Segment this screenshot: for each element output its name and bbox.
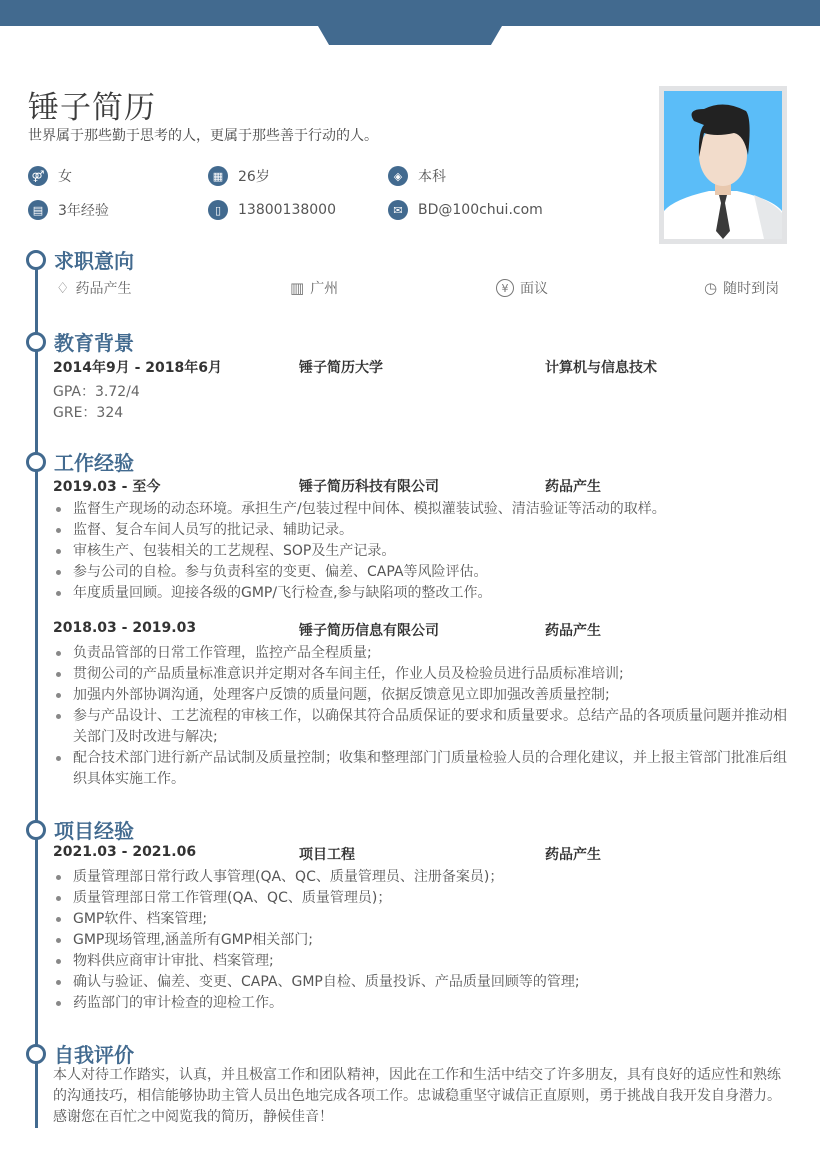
top-banner-tab	[318, 26, 502, 45]
phone-icon: ▯	[208, 200, 228, 220]
list-item: 审核生产、包装相关的工艺规程、SOP及生产记录。	[53, 541, 793, 562]
list-item: 加强内外部协调沟通，处理客户反馈的质量问题，依据反馈意见立即加强改善质量控制;	[53, 685, 793, 706]
education-gpa: GPA：3.72/4	[53, 384, 140, 400]
building-icon: ▥	[290, 279, 305, 297]
list-item: GMP软件、档案管理;	[53, 909, 793, 930]
section-education	[26, 327, 134, 356]
education-major: 计算机与信息技术	[545, 360, 657, 376]
gender-icon: ⚤	[28, 166, 48, 186]
section-work	[26, 447, 134, 476]
graduation-cap-icon: ◈	[388, 166, 408, 186]
timeline-dot	[26, 332, 46, 352]
timeline-dot	[26, 1044, 46, 1064]
avatar-illustration	[664, 91, 782, 239]
list-item: GMP现场管理,涵盖所有GMP相关部门;	[53, 930, 793, 951]
list-item: 负责品管部的日常工作管理，监控产品全程质量;	[53, 643, 793, 664]
work-1-duties	[53, 499, 793, 604]
intent-position-value: 药品产生	[75, 281, 132, 297]
list-item: 参与产品设计、工艺流程的审核工作，以确保其符合品质保证的要求和质量要求。总结产品的各项质量问题并推动相关部门及时改进与解决;	[53, 706, 793, 748]
email-value[interactable]: BD@100chui.com	[418, 202, 543, 218]
self-evaluation-text: 本人对待工作踏实，认真，并且极富工作和团队精神，因此在工作和生活中结交了许多朋友，具有良好的适应性和熟练的沟通技巧，相信能够协助主管人员出色地完成各项工作。忠诚稳重坚守诚信正直原则，勇于挑战自我开发自身潜力。感谢您在百忙之中阅览我的简历，静候佳音！	[53, 1067, 781, 1125]
list-item: 参与公司的自检。参与负责科室的变更、偏差、CAPA等风险评估。	[53, 562, 793, 583]
top-banner	[0, 0, 820, 26]
degree-value: 本科	[418, 169, 446, 185]
mail-icon: ✉	[388, 200, 408, 220]
work-period: 2018.03 - 2019.03	[53, 620, 197, 636]
info-email	[388, 200, 543, 220]
list-item: 年度质量回顾。迎接各级的GMP/飞行检查,参与缺陷项的整改工作。	[53, 583, 793, 604]
work-position: 药品产生	[545, 623, 601, 639]
section-job-intent	[26, 245, 134, 274]
yuan-icon: ¥	[496, 279, 514, 297]
work-position: 药品产生	[545, 479, 601, 495]
list-item: 质量管理部日常工作管理(QA、QC、质量管理员)；	[53, 888, 793, 909]
project-name: 项目工程	[299, 847, 355, 863]
info-experience	[28, 200, 109, 220]
resume-name: 锤子简历	[28, 90, 156, 126]
section-project	[26, 815, 134, 844]
list-item: 贯彻公司的产品质量标准意识并定期对各车间主任，作业人员及检验员进行品质标准培训;	[53, 664, 793, 685]
profile-photo	[659, 86, 787, 244]
age-value: 26岁	[238, 169, 270, 185]
phone-value[interactable]: 13800138000	[238, 202, 336, 218]
section-title: 自我评价	[54, 1043, 134, 1067]
timeline-line	[35, 258, 38, 1128]
section-title: 工作经验	[54, 451, 134, 475]
section-self-evaluation	[26, 1039, 134, 1068]
work-period: 2019.03 - 至今	[53, 479, 161, 495]
tie-icon: ♢	[56, 279, 70, 297]
timeline-dot	[26, 452, 46, 472]
timeline-dot	[26, 250, 46, 270]
education-gre: GRE：324	[53, 405, 124, 421]
motto: 世界属于那些勤于思考的人，更属于那些善于行动的人。	[28, 128, 378, 144]
project-period: 2021.03 - 2021.06	[53, 844, 197, 860]
intent-availability-value: 随时到岗	[723, 281, 780, 297]
intent-salary	[496, 278, 548, 298]
list-item: 监督生产现场的动态环境。承担生产/包装过程中间体、模拟灌装试验、清洁验证等活动的取样。	[53, 499, 793, 520]
section-title: 教育背景	[54, 331, 134, 355]
education-school: 锤子简历大学	[299, 360, 383, 376]
intent-city	[290, 278, 338, 298]
info-gender	[28, 166, 72, 186]
intent-availability	[704, 278, 779, 298]
gender-value: 女	[58, 169, 72, 185]
project-duties	[53, 867, 793, 1014]
info-phone	[208, 200, 336, 220]
section-title: 求职意向	[54, 249, 134, 273]
list-item: 监督、复合车间人员写的批记录、辅助记录。	[53, 520, 793, 541]
section-title: 项目经验	[54, 819, 134, 843]
info-age	[208, 166, 270, 186]
education-period: 2014年9月 - 2018年6月	[53, 360, 222, 376]
work-2-duties	[53, 643, 793, 790]
calendar-icon: ▦	[208, 166, 228, 186]
intent-city-value: 广州	[310, 281, 339, 297]
work-company: 锤子简历科技有限公司	[299, 479, 439, 495]
project-role: 药品产生	[545, 847, 601, 863]
intent-salary-value: 面议	[520, 281, 548, 297]
info-degree	[388, 166, 446, 186]
clock-icon: ◷	[704, 279, 718, 297]
timeline-dot	[26, 820, 46, 840]
list-item: 质量管理部日常行政人事管理(QA、QC、质量管理员、注册备案员)；	[53, 867, 793, 888]
list-item: 配合技术部门进行新产品试制及质量控制；收集和整理部门门质量检验人员的合理化建议，并上报主管部门批准后组织具体实施工作。	[53, 748, 793, 790]
list-item: 确认与验证、偏差、变更、CAPA、GMP自检、质量投诉、产品质量回顾等的管理;	[53, 972, 793, 993]
list-item: 药监部门的审计检查的迎检工作。	[53, 993, 793, 1014]
intent-position	[56, 278, 131, 298]
work-company: 锤子简历信息有限公司	[299, 623, 439, 639]
experience-value: 3年经验	[58, 203, 109, 219]
list-item: 物料供应商审计审批、档案管理;	[53, 951, 793, 972]
clipboard-icon: ▤	[28, 200, 48, 220]
